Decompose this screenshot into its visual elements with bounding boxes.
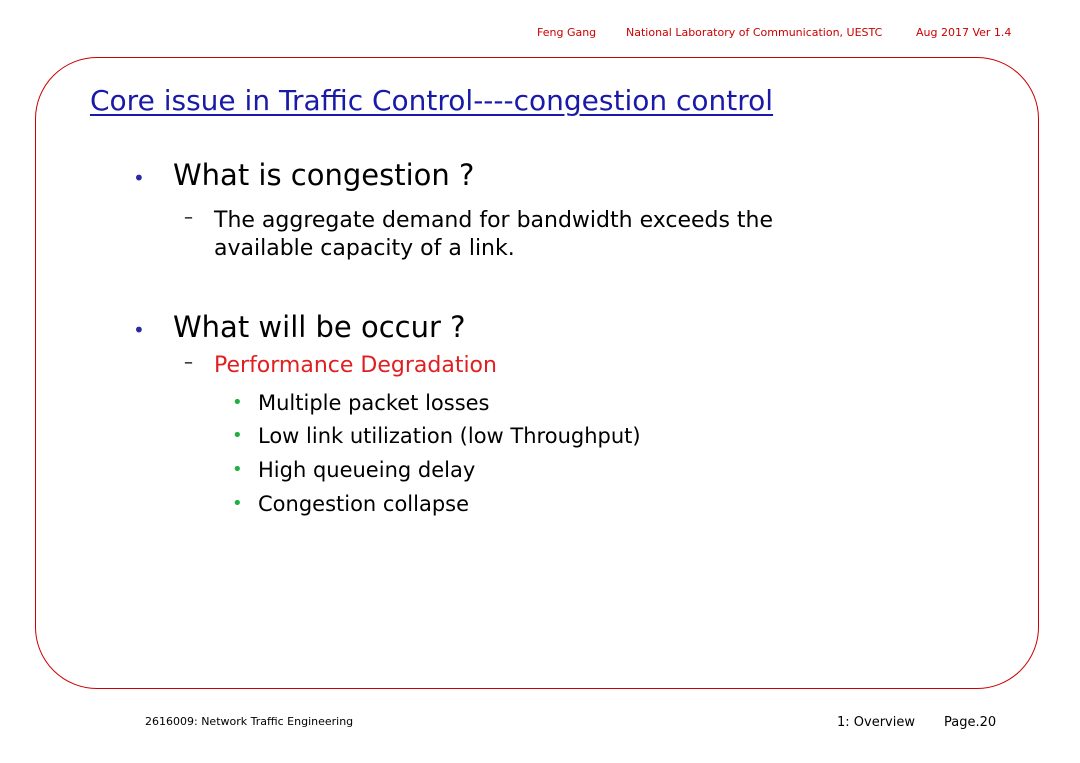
list-item-text: Low link utilization (low Throughput): [258, 424, 641, 448]
bullet-text: What will be occur ?: [173, 310, 466, 344]
list-item: [232, 389, 832, 417]
dash-icon: –: [184, 207, 193, 228]
list-item: [232, 490, 832, 518]
sub-bullet-text: Performance Degradation: [214, 353, 497, 378]
list-item: [232, 422, 832, 450]
list-item-text: High queueing delay: [258, 458, 476, 482]
slide-footer: [0, 715, 1080, 735]
footer-page-number: Page.20: [944, 715, 997, 730]
green-bullet-icon: •: [232, 459, 243, 480]
bullet-dot-icon: •: [133, 318, 145, 342]
sub-bullet-text: [214, 207, 773, 263]
green-bullet-icon: •: [232, 392, 243, 413]
green-bullet-icon: •: [232, 493, 243, 514]
footer-section: 1: Overview: [837, 715, 915, 730]
list-item: [232, 456, 832, 484]
list-item-text: Congestion collapse: [258, 492, 470, 516]
dash-icon: –: [184, 352, 193, 373]
list-item-text: Multiple packet losses: [258, 391, 490, 415]
bullet-what-will-occur: [133, 310, 833, 350]
header-version: Aug 2017 Ver 1.4: [916, 26, 1012, 39]
sub-bullet-performance-degradation: [184, 352, 784, 382]
slide-title: Core issue in Traffic Control----congestion control: [90, 84, 774, 117]
green-bullet-icon: •: [232, 425, 243, 446]
slide-header: [0, 26, 1080, 46]
header-lab: National Laboratory of Communication, UESTC: [626, 26, 883, 39]
header-author: Feng Gang: [537, 26, 597, 39]
footer-course: 2616009: Network Traffic Engineering: [145, 715, 354, 728]
bullet-what-is-congestion: [133, 158, 833, 198]
sub-bullet-definition: [184, 207, 984, 267]
bullet-text: What is congestion ?: [173, 158, 475, 192]
bullet-dot-icon: •: [133, 166, 145, 190]
definition-line-2: available capacity of a link.: [214, 236, 515, 261]
definition-line-1: The aggregate demand for bandwidth exceeds the: [214, 208, 774, 233]
